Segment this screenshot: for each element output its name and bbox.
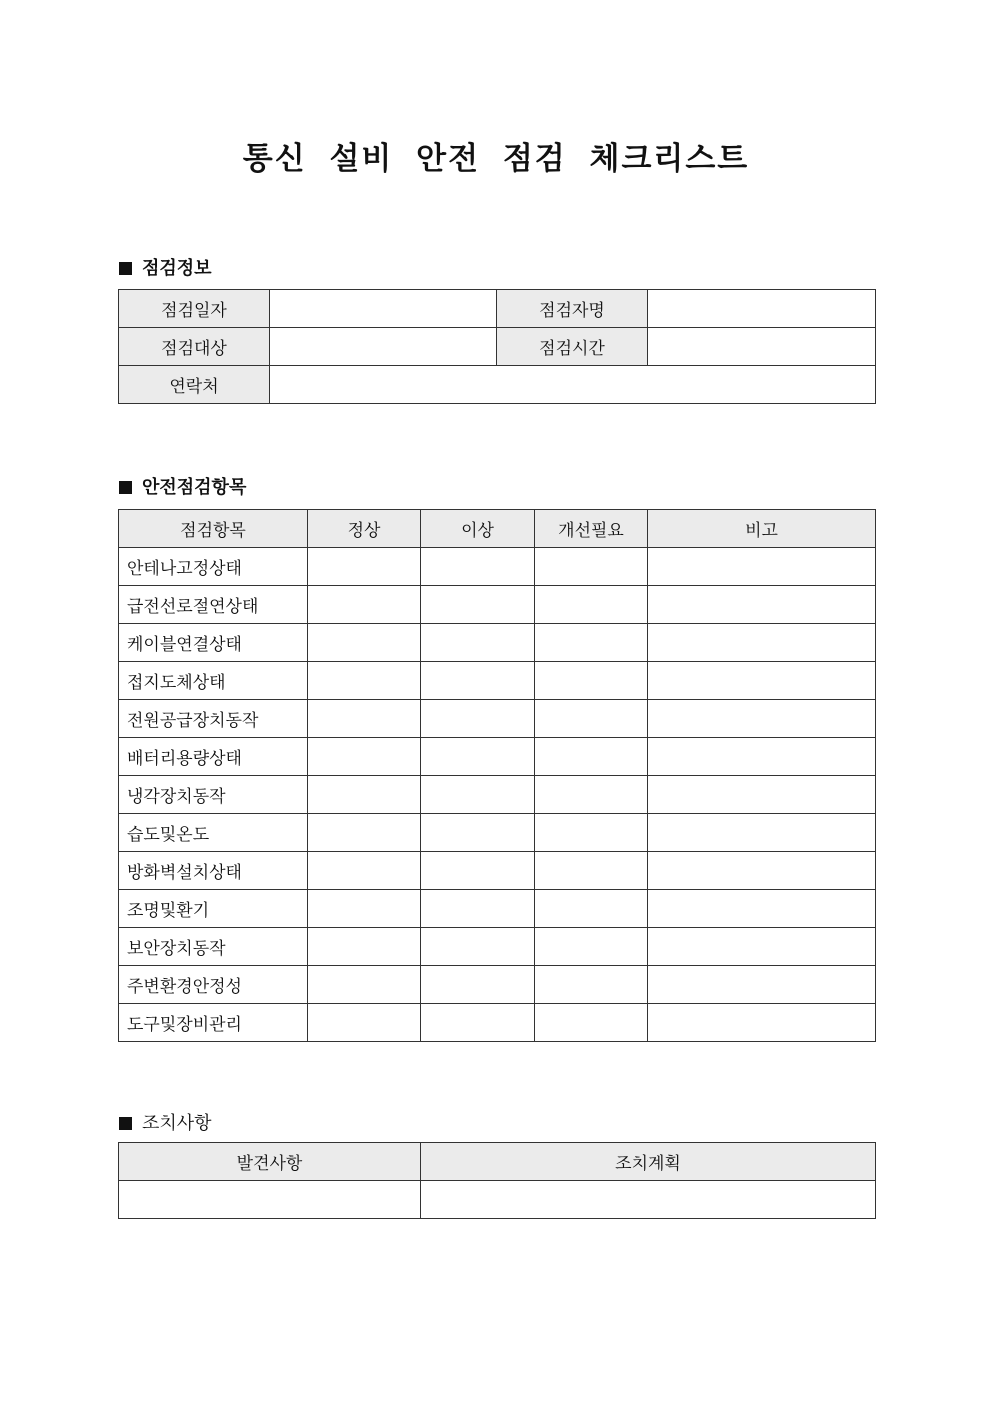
- normal-cell[interactable]: [308, 852, 421, 890]
- section-info-heading: [119, 254, 212, 280]
- table-row: [119, 586, 876, 624]
- abnormal-cell[interactable]: [421, 548, 535, 586]
- abnormal-cell[interactable]: [421, 624, 535, 662]
- target-label: 점검대상: [119, 328, 270, 366]
- action-plan-header: 조치계획: [421, 1143, 876, 1181]
- section-check-heading: [119, 473, 246, 499]
- improve-cell[interactable]: [535, 890, 648, 928]
- table-row: [119, 776, 876, 814]
- improve-cell[interactable]: [535, 776, 648, 814]
- check-item-label: 케이블연결상태: [119, 624, 308, 662]
- abnormal-cell[interactable]: [421, 738, 535, 776]
- check-item-label: 보안장치동작: [119, 928, 308, 966]
- improve-cell[interactable]: [535, 662, 648, 700]
- table-row: [119, 662, 876, 700]
- normal-cell[interactable]: [308, 624, 421, 662]
- date-label: 점검일자: [119, 290, 270, 328]
- remarks-cell[interactable]: [648, 966, 876, 1004]
- check-item-label: 방화벽설치상태: [119, 852, 308, 890]
- abnormal-cell[interactable]: [421, 890, 535, 928]
- improve-cell[interactable]: [535, 814, 648, 852]
- section-check-label: 안전점검항목: [142, 477, 247, 498]
- findings-field[interactable]: [119, 1181, 421, 1219]
- table-row: [119, 852, 876, 890]
- info-row: [119, 290, 876, 328]
- section-info-label: 점검정보: [142, 258, 212, 279]
- check-header-normal: 정상: [308, 510, 421, 548]
- time-field[interactable]: [648, 328, 876, 366]
- remarks-cell[interactable]: [648, 852, 876, 890]
- normal-cell[interactable]: [308, 1004, 421, 1042]
- improve-cell[interactable]: [535, 700, 648, 738]
- table-row: [119, 966, 876, 1004]
- time-label: 점검시간: [497, 328, 648, 366]
- square-bullet-icon: [119, 1117, 132, 1130]
- check-header-remarks: 비고: [648, 510, 876, 548]
- abnormal-cell[interactable]: [421, 814, 535, 852]
- remarks-cell[interactable]: [648, 1004, 876, 1042]
- normal-cell[interactable]: [308, 776, 421, 814]
- table-row: [119, 624, 876, 662]
- action-header-row: [119, 1143, 876, 1181]
- date-field[interactable]: [270, 290, 497, 328]
- remarks-cell[interactable]: [648, 700, 876, 738]
- remarks-cell[interactable]: [648, 586, 876, 624]
- abnormal-cell[interactable]: [421, 852, 535, 890]
- remarks-cell[interactable]: [648, 928, 876, 966]
- abnormal-cell[interactable]: [421, 1004, 535, 1042]
- abnormal-cell[interactable]: [421, 776, 535, 814]
- improve-cell[interactable]: [535, 966, 648, 1004]
- inspector-label: 점검자명: [497, 290, 648, 328]
- table-row: [119, 738, 876, 776]
- improve-cell[interactable]: [535, 852, 648, 890]
- table-row: [119, 890, 876, 928]
- table-row: [119, 928, 876, 966]
- normal-cell[interactable]: [308, 548, 421, 586]
- improve-cell[interactable]: [535, 548, 648, 586]
- normal-cell[interactable]: [308, 700, 421, 738]
- section-action-label: 조치사항: [142, 1113, 212, 1134]
- check-item-label: 전원공급장치동작: [119, 700, 308, 738]
- check-header-abnormal: 이상: [421, 510, 535, 548]
- remarks-cell[interactable]: [648, 890, 876, 928]
- action-table: [118, 1142, 876, 1219]
- table-row: [119, 548, 876, 586]
- info-row: [119, 366, 876, 404]
- check-item-label: 안테나고정상태: [119, 548, 308, 586]
- check-header-row: [119, 510, 876, 548]
- target-field[interactable]: [270, 328, 497, 366]
- check-item-label: 도구및장비관리: [119, 1004, 308, 1042]
- square-bullet-icon: [119, 481, 132, 494]
- remarks-cell[interactable]: [648, 738, 876, 776]
- improve-cell[interactable]: [535, 1004, 648, 1042]
- check-item-label: 급전선로절연상태: [119, 586, 308, 624]
- normal-cell[interactable]: [308, 814, 421, 852]
- table-row: [119, 700, 876, 738]
- check-item-label: 냉각장치동작: [119, 776, 308, 814]
- remarks-cell[interactable]: [648, 776, 876, 814]
- check-header-improve: 개선필요: [535, 510, 648, 548]
- contact-label: 연락처: [119, 366, 270, 404]
- remarks-cell[interactable]: [648, 624, 876, 662]
- inspector-field[interactable]: [648, 290, 876, 328]
- improve-cell[interactable]: [535, 624, 648, 662]
- improve-cell[interactable]: [535, 738, 648, 776]
- check-item-label: 접지도체상태: [119, 662, 308, 700]
- check-table: [118, 509, 876, 1042]
- check-item-label: 배터리용량상태: [119, 738, 308, 776]
- action-plan-field[interactable]: [421, 1181, 876, 1219]
- normal-cell[interactable]: [308, 738, 421, 776]
- abnormal-cell[interactable]: [421, 662, 535, 700]
- square-bullet-icon: [119, 262, 132, 275]
- check-item-label: 조명및환기: [119, 890, 308, 928]
- section-action-heading: [119, 1109, 212, 1135]
- table-row: [119, 1004, 876, 1042]
- abnormal-cell[interactable]: [421, 700, 535, 738]
- remarks-cell[interactable]: [648, 814, 876, 852]
- normal-cell[interactable]: [308, 586, 421, 624]
- abnormal-cell[interactable]: [421, 928, 535, 966]
- normal-cell[interactable]: [308, 890, 421, 928]
- improve-cell[interactable]: [535, 586, 648, 624]
- info-row: [119, 328, 876, 366]
- findings-header: 발견사항: [119, 1143, 421, 1181]
- check-item-label: 주변환경안정성: [119, 966, 308, 1004]
- normal-cell[interactable]: [308, 928, 421, 966]
- normal-cell[interactable]: [308, 662, 421, 700]
- check-header-item: 점검항목: [119, 510, 308, 548]
- improve-cell[interactable]: [535, 928, 648, 966]
- abnormal-cell[interactable]: [421, 966, 535, 1004]
- check-item-label: 습도및온도: [119, 814, 308, 852]
- info-table: [118, 289, 876, 404]
- abnormal-cell[interactable]: [421, 586, 535, 624]
- table-row: [119, 1181, 876, 1219]
- table-row: [119, 814, 876, 852]
- normal-cell[interactable]: [308, 966, 421, 1004]
- remarks-cell[interactable]: [648, 548, 876, 586]
- page-title: 통신 설비 안전 점검 체크리스트: [242, 141, 750, 177]
- contact-field[interactable]: [270, 366, 876, 404]
- remarks-cell[interactable]: [648, 662, 876, 700]
